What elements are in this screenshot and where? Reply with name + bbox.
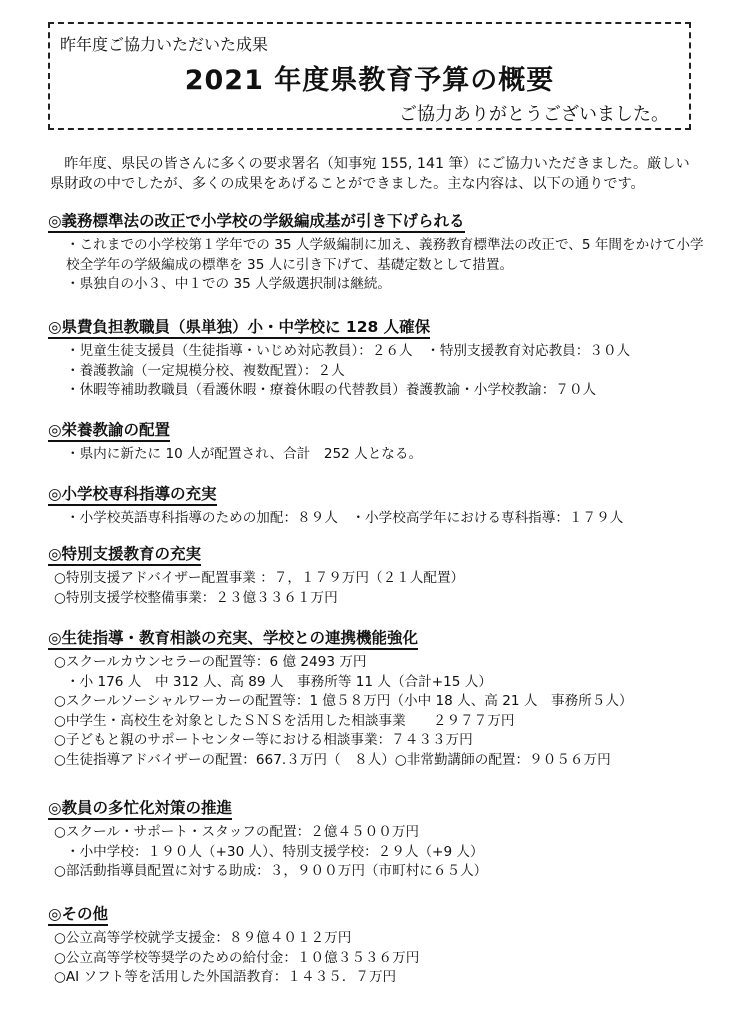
list-item: ○スクールカウンセラーの配置等：6 億 2493 万円: [54, 654, 367, 670]
list-item: ○部活動指導員配置に対する助成：３，９００万円（市町村に６５人）: [54, 863, 488, 879]
list-item: ・児童生徒支援員（生徒指導・いじめ対応教員）：２６人 ・特別支援教育対応教員：３０人: [66, 343, 631, 359]
list-item: ○生徒指導アドバイザーの配置：667.３万円（ ８人）○非常勤講師の配置：９０５６万円: [54, 751, 611, 768]
section-item-list: [48, 569, 708, 608]
list-item: ・休暇等補助教職員（看護休暇・療養休暇の代替教員）養護教諭・小学校教諭：７０人: [66, 382, 597, 398]
section-item-list: [48, 823, 708, 882]
section-3: [48, 420, 708, 465]
list-item: ○公立高等学校就学支援金：８９億４０１２万円: [54, 930, 352, 946]
section-item-list: [48, 236, 708, 295]
section-7: [48, 798, 708, 882]
list-item: ・これまでの小学校第１学年での 35 人学級編制に加え、義務教育標準法の改正で、5 年間をかけて小学校全学年の学級編成の標準を 35 人に引き下げて、基礎定数として措置。: [66, 237, 704, 273]
section-heading: ◎その他: [48, 904, 108, 926]
header-subtitle: 昨年度ご協力いただいた成果: [60, 35, 269, 54]
section-item-list: [48, 509, 708, 529]
list-item: ・小 176 人 中 312 人、高 89 人 事務所等 11 人（合計+15 人）: [66, 673, 492, 690]
header-box: [48, 22, 691, 130]
section-heading: ◎教員の多忙化対策の推進: [48, 798, 232, 820]
list-item: ・小学校英語専科指導のための加配：８９人 ・小学校高学年における専科指導：１７９人: [66, 510, 624, 526]
section-heading: ◎小学校専科指導の充実: [48, 484, 217, 506]
section-item-list: [48, 342, 708, 401]
section-item-list: [48, 653, 708, 770]
list-item: ○AI ソフト等を活用した外国語教育：１４３５．７万円: [54, 969, 397, 985]
section-heading: ◎生徒指導・教育相談の充実、学校との連携機能強化: [48, 628, 418, 650]
list-item: ○子どもと親のサポートセンター等における相談事業：７４３３万円: [54, 732, 473, 748]
list-item: ・養護教諭（一定規模分校、複数配置）：２人: [66, 362, 345, 379]
section-heading: ◎栄養教諭の配置: [48, 420, 170, 442]
page-title: 2021 年度県教育予算の概要: [184, 65, 555, 96]
list-item: ・県内に新たに 10 人が配置され、合計 252 人となる。: [66, 446, 423, 462]
section-heading: ◎義務標準法の改正で小学校の学級編成基が引き下げられる: [48, 211, 465, 233]
list-item: ○スクール・サポート・スタッフの配置：２億４５００万円: [54, 824, 420, 840]
list-item: ○中学生・高校生を対象としたＳＮＳを活用した相談事業 ２９７７万円: [54, 712, 515, 729]
section-6: [48, 628, 708, 770]
list-item: ○特別支援アドバイザー配置事業 ：７，１７９万円（２１人配置）: [54, 570, 465, 586]
section-8: [48, 904, 708, 988]
list-item: ○スクールソーシャルワーカーの配置等：1 億５８万円（小中 18 人、高 21 人 事務所５人）: [54, 693, 633, 709]
intro-paragraph: 昨年度、県民の皆さんに多くの要求署名（知事宛 155, 141 筆）にご協力いただきました。厳しい県財政の中でしたが、多くの成果をあげることができました。主な内容は、以下の通りです。: [50, 156, 690, 192]
section-1: [48, 211, 708, 295]
list-item: ・小中学校：１９０人（+30 人）、特別支援学校：２９人（+9 人）: [66, 843, 484, 860]
list-item: ○公立高等学校等奨学のための給付金：１０億３５３６万円: [54, 949, 420, 966]
section-5: [48, 544, 708, 608]
section-heading: ◎特別支援教育の充実: [48, 544, 201, 566]
header-thanks: ご協力ありがとうございました。: [399, 104, 669, 125]
section-4: [48, 484, 708, 529]
section-item-list: [48, 445, 708, 465]
section-2: [48, 317, 708, 401]
section-heading: ◎県費負担教職員（県単独）小・中学校に 128 人確保: [48, 317, 430, 339]
section-item-list: [48, 929, 708, 988]
list-item: ・県独自の小３、中１での 35 人学級選択制は継続。: [66, 276, 392, 292]
list-item: ○特別支援学校整備事業：２３億３３６１万円: [54, 589, 338, 606]
